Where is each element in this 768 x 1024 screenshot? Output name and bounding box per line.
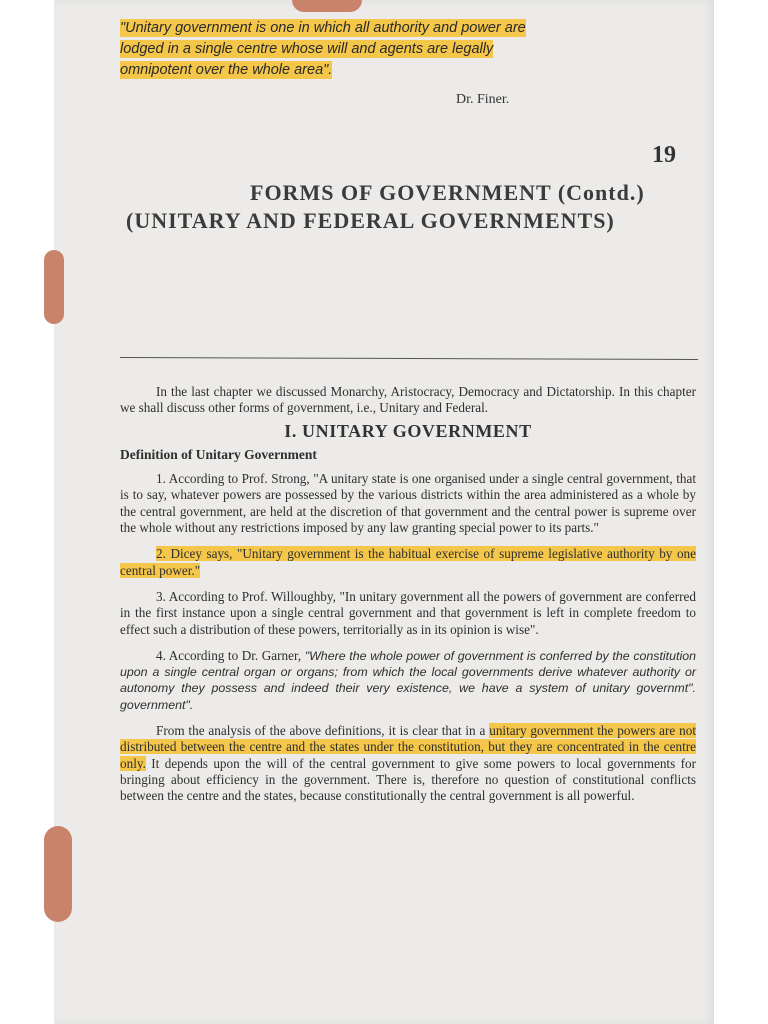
finger-left-upper xyxy=(44,250,64,324)
section-heading: I. UNITARY GOVERNMENT xyxy=(284,420,532,441)
definition-strong: 1. According to Prof. Strong, "A unitary state is one organised under a single central government, that is to say, whatever powers are possessed by the various districts within the area administered as a whole by the central government, are held at the discretion of that government and the central power is supreme over the whole without any restrictions imposed by any law granting special power to its parts." xyxy=(120,471,696,536)
subheading: Definition of Unitary Government xyxy=(120,446,317,462)
epigraph-highlight: "Unitary government is one in which all authority and power are lodged in a single centre whose will and agents are legally omnipotent over the whole area". xyxy=(120,20,526,78)
chapter-body xyxy=(120,384,696,815)
finger-left-lower xyxy=(44,826,72,922)
epigraph-author: Dr. Finer. xyxy=(456,92,510,107)
analysis-lead: From the analysis of the above definitions, it is clear that in a xyxy=(156,723,490,739)
intro-paragraph: In the last chapter we discussed Monarchy, Aristocracy, Democracy and Dictatorship. In this chapter we shall discuss other forms of government, i.e., Unitary and Federal. xyxy=(120,384,696,416)
epigraph-quote xyxy=(120,18,540,81)
background-strip xyxy=(714,0,768,1024)
finger-top xyxy=(292,0,362,12)
definition-garner xyxy=(120,648,696,713)
definition-garner-lead: 4. According to Dr. Garner, xyxy=(156,647,305,663)
analysis-paragraph xyxy=(120,723,696,804)
definition-dicey xyxy=(120,546,696,579)
chapter-title-line1: FORMS OF GOVERNMENT (Contd.) xyxy=(250,180,645,205)
analysis-highlight: unitary government the powers are not distributed between the centre and the states under the constitution, but they are concentrated in the centre only. xyxy=(120,723,696,771)
definition-dicey-highlight: 2. Dicey says, "Unitary government is the habitual exercise of supreme legislative authority by one central power." xyxy=(120,546,696,578)
definition-willoughby: 3. According to Prof. Willoughby, "In unitary government all the powers of government are conferred in the first instance upon a single central government and that government is left in complete freedom to effect such a distribution of these powers, territorially as in its opinion is wise". xyxy=(120,588,696,637)
analysis-rest: It depends upon the will of the central government to give some powers to local governments for bringing about efficiency in the government. There is, therefore no question of constitutional conflicts between the centre and the states, because constitutionally the central government is all powerful. xyxy=(120,755,696,804)
chapter-number: 19 xyxy=(652,142,676,168)
definition-garner-quote: "Where the whole power of government is conferred by the constitution upon a single central organ or organs; from which the local governments derive whatever authority or autonomy they possess and indeed their very existence, we have a system of unitary governmt". government". xyxy=(120,648,696,712)
chapter-title-line2: (UNITARY AND FEDERAL GOVERNMENTS) xyxy=(126,208,615,233)
